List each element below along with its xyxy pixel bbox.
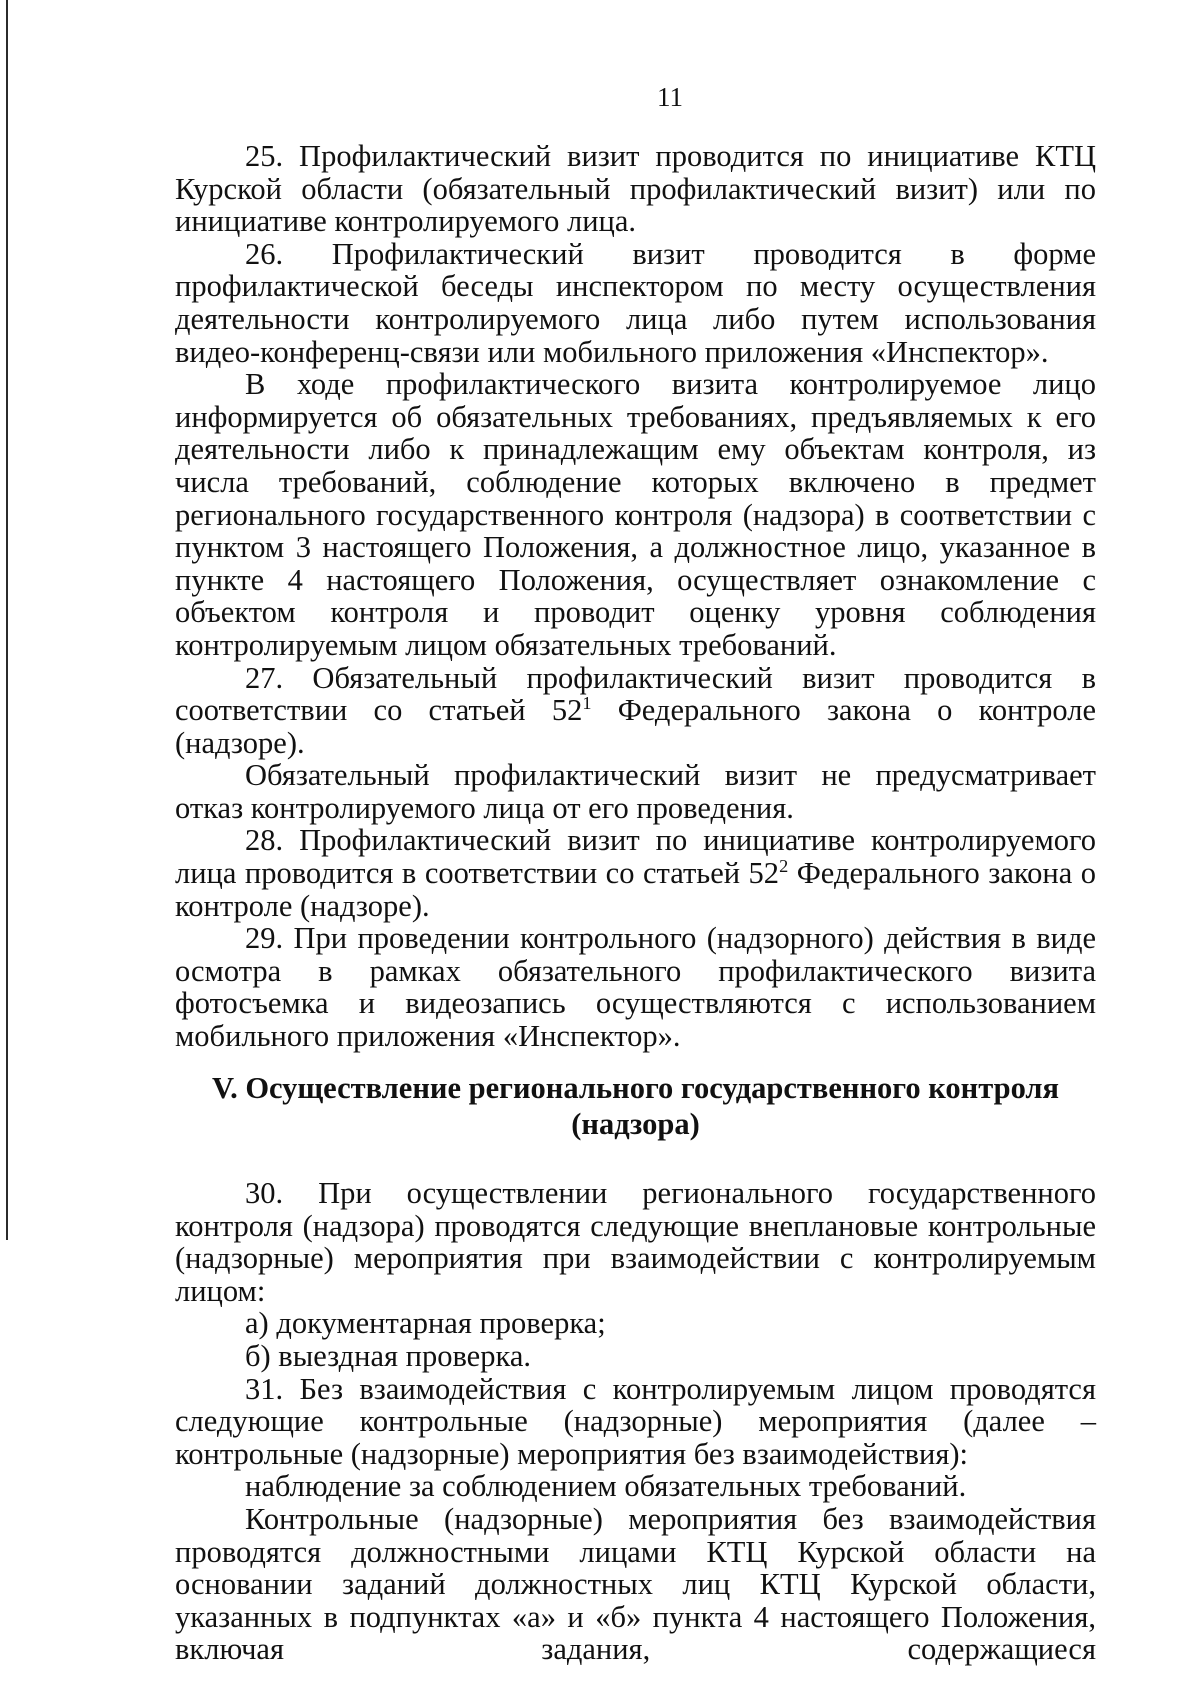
paragraph-27-text: 27. Обязательный профилактический визит проводится в соответствии со статьей 52 bbox=[175, 660, 1096, 728]
paragraph-28-text-end: Федерального закона о контроле (надзоре). bbox=[175, 856, 1096, 923]
list-item-b: б) выездная проверка. bbox=[245, 1338, 531, 1373]
paragraph-27-continued: Обязательный профилактический визит не предусматривает отказ контролируемого лица от его проведения. bbox=[175, 758, 1096, 825]
paragraph-31-continued: Контрольные (надзорные) мероприятия без взаимодействия проводятся должностными лицами КТЦ Курской области на основании заданий должностных лиц КТЦ Курской области, указанных в подпунктах «а» и «б» пункта 4 настоящего Положения, включая задания, содержащиеся bbox=[175, 1501, 1096, 1667]
superscript-2: 2 bbox=[779, 855, 789, 876]
paragraph-29: 29. При проведении контрольного (надзорного) действия в виде осмотра в рамках обязательного профилактического визита фотосъемка и видеозапись осуществляются с использованием мобильного приложения «Инспектор». bbox=[175, 921, 1096, 1054]
section-heading-line-2: (надзора) bbox=[571, 1107, 700, 1141]
paragraph-26: 26. Профилактический визит проводится в форме профилактической беседы инспектором по месту осуществления деятельности контролируемого лица либо путем использования видео-конференц-связи или мобильного приложения «Инспектор». bbox=[175, 236, 1096, 369]
paragraph-30: 30. При осуществлении регионального государственного контроля (надзора) проводятся следующие внеплановые контрольные (надзорные) мероприятия при взаимодействии с контролируемым лицом: bbox=[175, 1176, 1096, 1308]
scan-edge-line bbox=[6, 0, 8, 1240]
text-section-profilactic-visit bbox=[175, 140, 1096, 1053]
page-number: 11 bbox=[657, 82, 683, 112]
text-section-regional-control bbox=[175, 1177, 1096, 1666]
paragraph-25: 25. Профилактический визит проводится по инициативе КТЦ Курской области (обязательный профилактический визит) или по инициативе контролируемого лица. bbox=[175, 139, 1096, 239]
superscript-1: 1 bbox=[582, 692, 592, 713]
paragraph-27-text-end: Федерального закона о контроле (надзоре). bbox=[175, 693, 1096, 760]
section-heading-line-1: V. Осуществление регионального государственного контроля bbox=[211, 1071, 1060, 1105]
list-item-a: а) документарная проверка; bbox=[245, 1306, 606, 1341]
paragraph-27 bbox=[175, 662, 1096, 760]
paragraph-28 bbox=[175, 824, 1096, 922]
paragraph-31-item: наблюдение за соблюдением обязательных требований. bbox=[245, 1469, 967, 1504]
section-heading bbox=[175, 1070, 1096, 1142]
paragraph-28-text: 28. Профилактический визит по инициативе контролируемого лица проводится в соответствии со статьей 52 bbox=[175, 823, 1096, 891]
paragraph-26-continued: В ходе профилактического визита контролируемое лицо информируется об обязательных требованиях, предъявляемых к его деятельности либо к принадлежащим ему объектам контроля, из числа требований, соблюдение которых включено в предмет регионального государственного контроля (надзора) в соответствии с пунктом 3 настоящего Положения, а должностное лицо, указанное в пункте 4 настоящего Положения, осуществляет ознакомление с объектом контроля и проводит оценку уровня соблюдения контролируемым лицом обязательных требований. bbox=[175, 367, 1096, 662]
paragraph-31: 31. Без взаимодействия с контролируемым лицом проводятся следующие контрольные (надзорные) мероприятия (далее – контрольные (надзорные) мероприятия без взаимодействия): bbox=[175, 1371, 1096, 1471]
